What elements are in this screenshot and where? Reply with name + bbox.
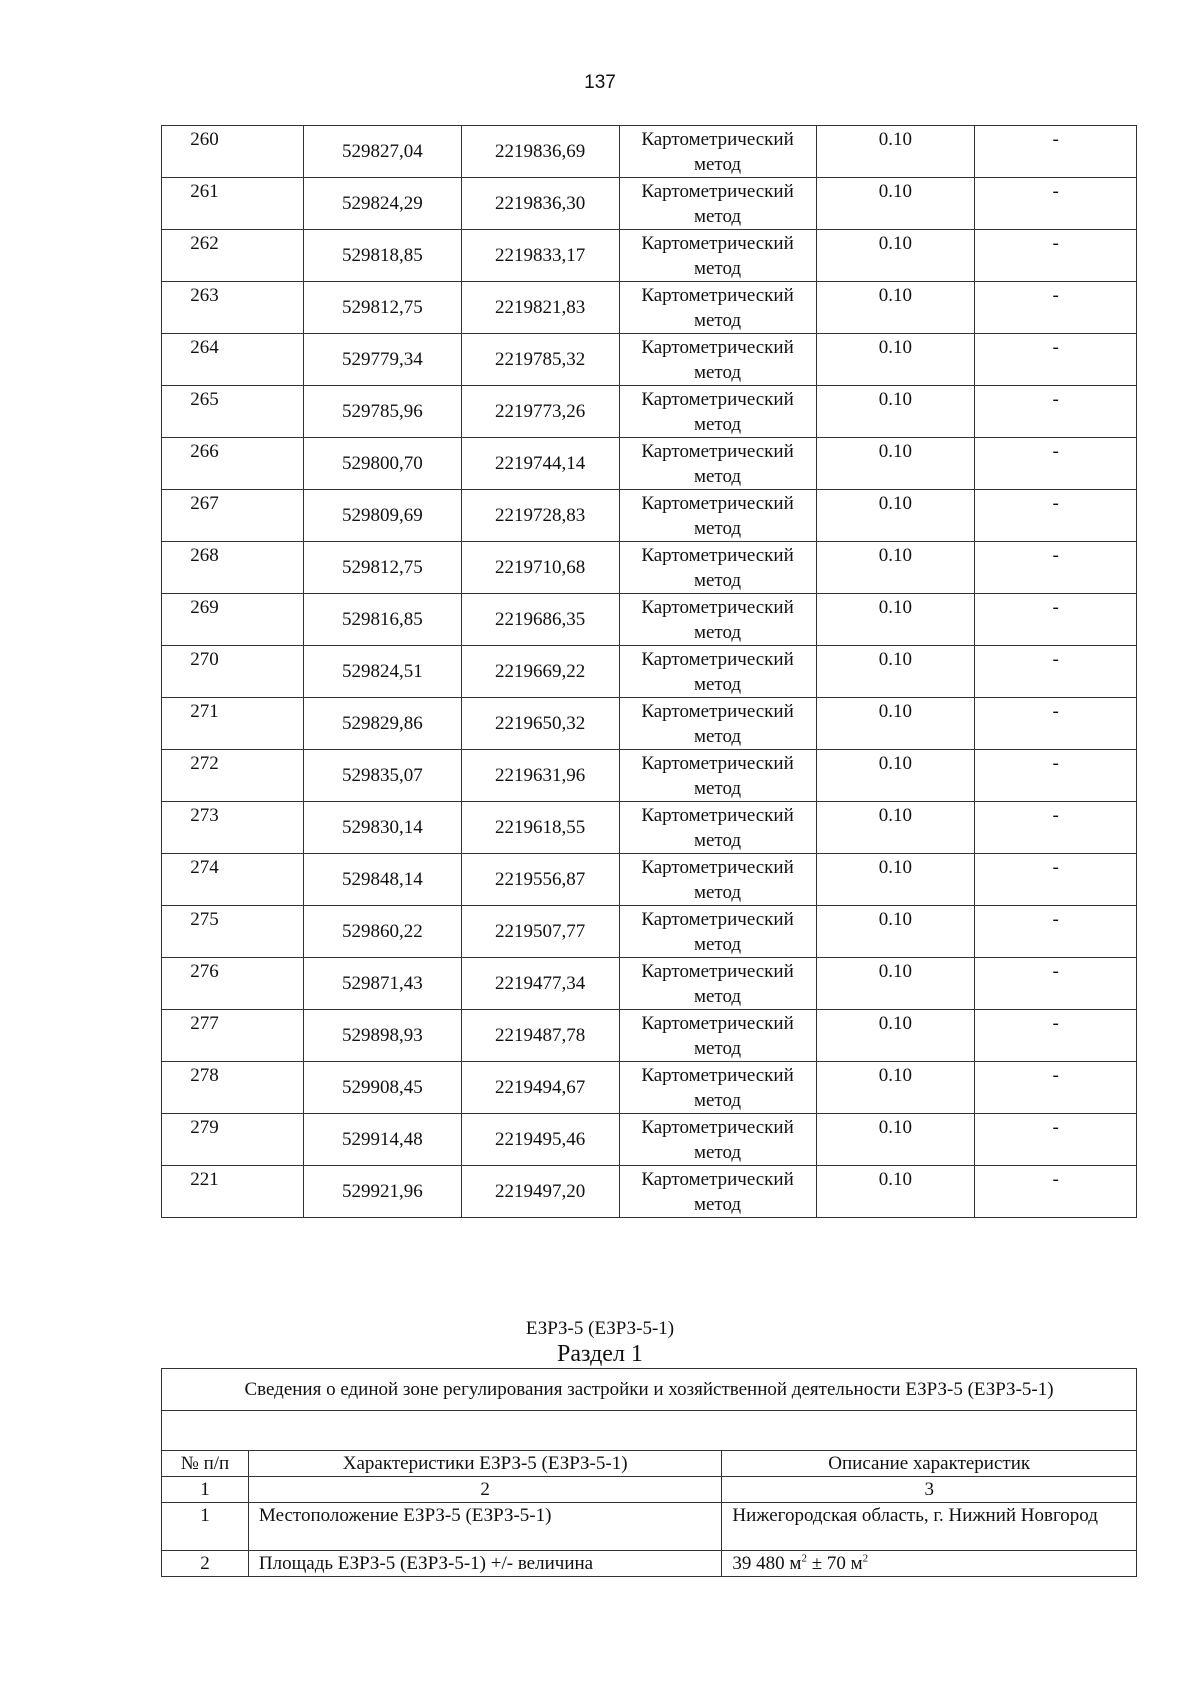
table-row (162, 854, 1137, 906)
coordinate-y: 2219631,96 (461, 750, 619, 802)
coordinate-y: 2219669,22 (461, 646, 619, 698)
coordinate-x: 529827,04 (303, 126, 461, 178)
description: - (975, 594, 1137, 646)
description: - (975, 646, 1137, 698)
method: Картометрический метод (619, 542, 816, 594)
method: Картометрический метод (619, 334, 816, 386)
table-row (162, 594, 1137, 646)
point-id: 274 (162, 854, 304, 906)
header-description: Описание характеристик (722, 1451, 1137, 1477)
method: Картометрический метод (619, 906, 816, 958)
coordinate-x: 529860,22 (303, 906, 461, 958)
coordinate-x: 529829,86 (303, 698, 461, 750)
row-1-characteristic: Местоположение ЕЗРЗ-5 (ЕЗРЗ-5-1) (248, 1503, 722, 1551)
accuracy: 0.10 (816, 854, 975, 906)
section-title: Раздел 1 (557, 1341, 643, 1367)
table-row (162, 1114, 1137, 1166)
description: - (975, 958, 1137, 1010)
description: - (975, 802, 1137, 854)
row-2-description (722, 1551, 1137, 1577)
accuracy: 0.10 (816, 750, 975, 802)
tolerance-unit-exponent: 2 (862, 1552, 869, 1565)
description: - (975, 282, 1137, 334)
point-id: 263 (162, 282, 304, 334)
coordinate-y: 2219487,78 (461, 1010, 619, 1062)
point-id: 275 (162, 906, 304, 958)
coordinate-y: 2219507,77 (461, 906, 619, 958)
point-id: 266 (162, 438, 304, 490)
coordinate-x: 529800,70 (303, 438, 461, 490)
description: - (975, 542, 1137, 594)
method: Картометрический метод (619, 230, 816, 282)
method: Картометрический метод (619, 1062, 816, 1114)
description: - (975, 698, 1137, 750)
point-id: 273 (162, 802, 304, 854)
table-row (162, 802, 1137, 854)
coordinate-x: 529898,93 (303, 1010, 461, 1062)
accuracy: 0.10 (816, 126, 975, 178)
description: - (975, 334, 1137, 386)
table-row (162, 126, 1137, 178)
coordinate-y: 2219821,83 (461, 282, 619, 334)
coordinate-y: 2219494,67 (461, 1062, 619, 1114)
coordinate-x: 529812,75 (303, 282, 461, 334)
accuracy: 0.10 (816, 1114, 975, 1166)
table-row (162, 438, 1137, 490)
row-2-characteristic: Площадь ЕЗРЗ-5 (ЕЗРЗ-5-1) +/- величина (248, 1551, 722, 1577)
coordinate-x: 529809,69 (303, 490, 461, 542)
coordinate-y: 2219477,34 (461, 958, 619, 1010)
table-row (162, 282, 1137, 334)
coordinate-x: 529871,43 (303, 958, 461, 1010)
description: - (975, 1166, 1137, 1218)
coordinate-y: 2219710,68 (461, 542, 619, 594)
table-row (162, 1166, 1137, 1218)
description: - (975, 1114, 1137, 1166)
accuracy: 0.10 (816, 1062, 975, 1114)
area-unit-exponent: 2 (801, 1552, 807, 1565)
method: Картометрический метод (619, 126, 816, 178)
table-row (162, 386, 1137, 438)
column-number-1: 1 (162, 1477, 249, 1503)
coordinate-x: 529785,96 (303, 386, 461, 438)
point-id: 272 (162, 750, 304, 802)
coordinate-y: 2219495,46 (461, 1114, 619, 1166)
point-id: 279 (162, 1114, 304, 1166)
description: - (975, 854, 1137, 906)
table-row (162, 490, 1137, 542)
accuracy: 0.10 (816, 594, 975, 646)
description: - (975, 490, 1137, 542)
coordinate-y: 2219773,26 (461, 386, 619, 438)
method: Картометрический метод (619, 178, 816, 230)
accuracy: 0.10 (816, 438, 975, 490)
method: Картометрический метод (619, 1114, 816, 1166)
description: - (975, 178, 1137, 230)
coordinate-y: 2219618,55 (461, 802, 619, 854)
accuracy: 0.10 (816, 906, 975, 958)
table-row (162, 698, 1137, 750)
accuracy: 0.10 (816, 1166, 975, 1218)
coordinate-x: 529848,14 (303, 854, 461, 906)
method: Картометрический метод (619, 750, 816, 802)
point-id: 269 (162, 594, 304, 646)
table-row (162, 542, 1137, 594)
coordinate-y: 2219744,14 (461, 438, 619, 490)
coordinate-y: 2219836,69 (461, 126, 619, 178)
table-row (162, 178, 1137, 230)
coordinate-x: 529835,07 (303, 750, 461, 802)
accuracy: 0.10 (816, 490, 975, 542)
description: - (975, 438, 1137, 490)
point-id: 260 (162, 126, 304, 178)
table-row (162, 1010, 1137, 1062)
zone-code-caption: ЕЗРЗ-5 (ЕЗРЗ-5-1) (525, 1318, 675, 1339)
description: - (975, 1062, 1137, 1114)
row-1-description: Нижегородская область, г. Нижний Новгород (722, 1503, 1137, 1551)
header-characteristic: Характеристики ЕЗРЗ-5 (ЕЗРЗ-5-1) (248, 1451, 722, 1477)
description: - (975, 906, 1137, 958)
method: Картометрический метод (619, 698, 816, 750)
info-table-empty-row (162, 1411, 1137, 1451)
accuracy: 0.10 (816, 802, 975, 854)
point-id: 264 (162, 334, 304, 386)
row-1-num: 1 (162, 1503, 249, 1551)
area-value: 39 480 м (732, 1553, 802, 1574)
accuracy: 0.10 (816, 698, 975, 750)
point-id: 221 (162, 1166, 304, 1218)
description: - (975, 1010, 1137, 1062)
header-num: № п/п (162, 1451, 249, 1477)
page-number: 137 (584, 72, 616, 93)
coordinate-x: 529914,48 (303, 1114, 461, 1166)
method: Картометрический метод (619, 438, 816, 490)
point-id: 277 (162, 1010, 304, 1062)
method: Картометрический метод (619, 490, 816, 542)
point-id: 270 (162, 646, 304, 698)
column-number-2: 2 (248, 1477, 722, 1503)
method: Картометрический метод (619, 1010, 816, 1062)
coordinate-y: 2219833,17 (461, 230, 619, 282)
description: - (975, 230, 1137, 282)
point-id: 278 (162, 1062, 304, 1114)
accuracy: 0.10 (816, 230, 975, 282)
description: - (975, 386, 1137, 438)
coordinate-x: 529816,85 (303, 594, 461, 646)
table-row (162, 230, 1137, 282)
point-id: 271 (162, 698, 304, 750)
accuracy: 0.10 (816, 958, 975, 1010)
accuracy: 0.10 (816, 282, 975, 334)
point-id: 265 (162, 386, 304, 438)
method: Картометрический метод (619, 594, 816, 646)
coordinate-y: 2219650,32 (461, 698, 619, 750)
info-table-title: Сведения о единой зоне регулирования застройки и хозяйственной деятельности ЕЗРЗ-5 (ЕЗРЗ-5-1) (162, 1369, 1137, 1411)
coordinate-x: 529908,45 (303, 1062, 461, 1114)
column-number-3: 3 (722, 1477, 1137, 1503)
coordinate-y: 2219836,30 (461, 178, 619, 230)
table-row (162, 1062, 1137, 1114)
table-row (162, 958, 1137, 1010)
method: Картометрический метод (619, 854, 816, 906)
accuracy: 0.10 (816, 646, 975, 698)
coordinate-y: 2219686,35 (461, 594, 619, 646)
accuracy: 0.10 (816, 178, 975, 230)
row-2-num: 2 (162, 1551, 249, 1577)
point-id: 268 (162, 542, 304, 594)
method: Картометрический метод (619, 802, 816, 854)
method: Картометрический метод (619, 646, 816, 698)
coordinate-y: 2219497,20 (461, 1166, 619, 1218)
coordinate-y: 2219556,87 (461, 854, 619, 906)
coordinate-x: 529921,96 (303, 1166, 461, 1218)
description: - (975, 126, 1137, 178)
point-id: 262 (162, 230, 304, 282)
coordinates-table (161, 125, 1137, 1218)
accuracy: 0.10 (816, 1010, 975, 1062)
accuracy: 0.10 (816, 386, 975, 438)
method: Картометрический метод (619, 386, 816, 438)
point-id: 276 (162, 958, 304, 1010)
point-id: 261 (162, 178, 304, 230)
coordinate-y: 2219785,32 (461, 334, 619, 386)
area-tolerance: ± 70 м (806, 1553, 863, 1574)
zone-info-table (161, 1368, 1137, 1577)
coordinate-x: 529824,51 (303, 646, 461, 698)
table-row (162, 906, 1137, 958)
coordinate-x: 529818,85 (303, 230, 461, 282)
method: Картометрический метод (619, 958, 816, 1010)
accuracy: 0.10 (816, 542, 975, 594)
coordinate-x: 529779,34 (303, 334, 461, 386)
table-row (162, 750, 1137, 802)
table-row (162, 646, 1137, 698)
description: - (975, 750, 1137, 802)
coordinate-x: 529830,14 (303, 802, 461, 854)
table-row (162, 334, 1137, 386)
accuracy: 0.10 (816, 334, 975, 386)
method: Картометрический метод (619, 1166, 816, 1218)
method: Картометрический метод (619, 282, 816, 334)
coordinate-x: 529812,75 (303, 542, 461, 594)
point-id: 267 (162, 490, 304, 542)
coordinate-y: 2219728,83 (461, 490, 619, 542)
coordinate-x: 529824,29 (303, 178, 461, 230)
